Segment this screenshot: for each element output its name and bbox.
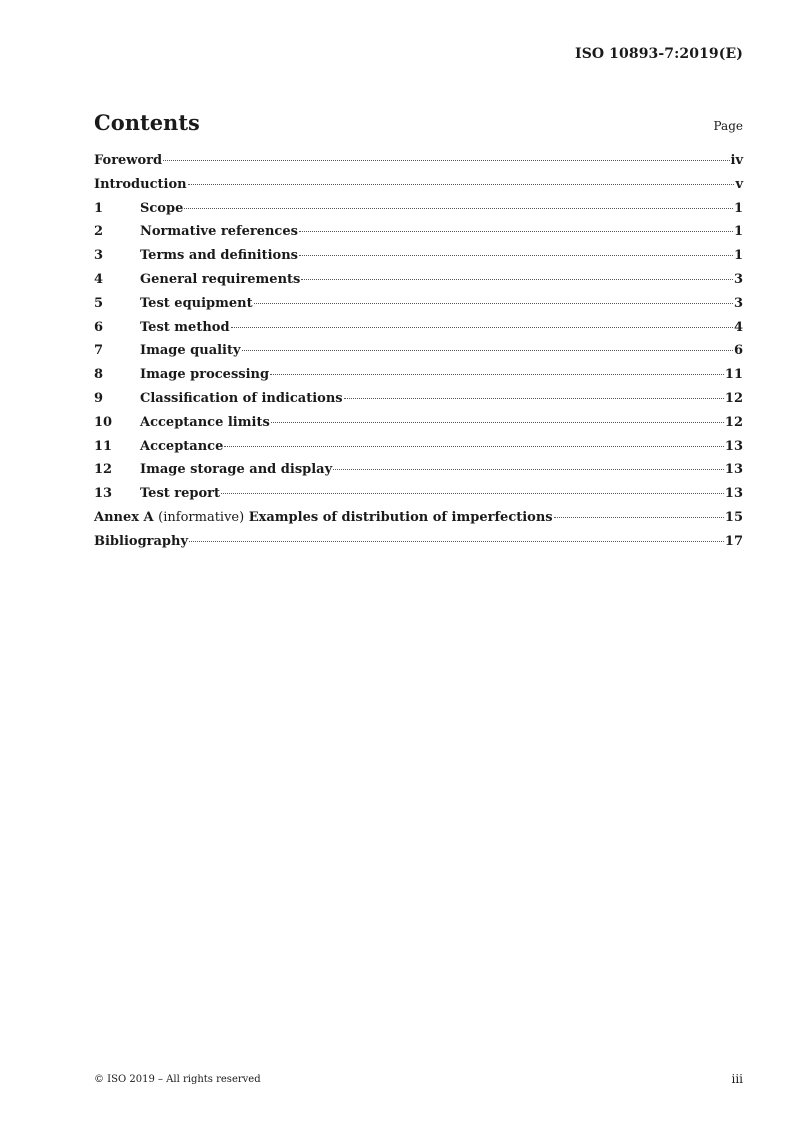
contents-title: Contents	[94, 110, 200, 135]
toc-entry-number: 9	[94, 390, 104, 406]
dot-leader	[270, 374, 724, 375]
toc-entry-number: 10	[94, 414, 113, 430]
toc-entry-6[interactable]	[94, 320, 743, 344]
dot-leader	[333, 469, 724, 470]
toc-entry-label	[94, 510, 553, 525]
dot-leader	[221, 493, 724, 494]
toc-entry-page: 13	[724, 438, 743, 454]
toc-entry-label: Acceptance limits	[140, 414, 270, 430]
page-column-label: Page	[713, 119, 743, 133]
toc-entry-8[interactable]	[94, 367, 743, 391]
toc-entry-12[interactable]	[94, 462, 743, 486]
toc-entry-number: 5	[94, 295, 104, 311]
page-number: iii	[731, 1072, 743, 1086]
dot-leader	[231, 327, 733, 328]
toc-entry-annex-a[interactable]	[94, 510, 743, 534]
annex-prefix: Annex A	[94, 509, 154, 525]
toc-entry-page: 13	[724, 462, 743, 478]
table-of-contents	[94, 153, 743, 558]
toc-entry-label: Scope	[140, 200, 184, 216]
annex-qualifier: (informative)	[158, 509, 245, 525]
document-id: ISO 10893-7:2019(E)	[575, 46, 743, 62]
toc-entry-label: Image processing	[140, 367, 270, 383]
dot-leader	[184, 208, 733, 209]
dot-leader	[344, 398, 724, 399]
toc-entry-page: 1	[733, 224, 743, 240]
toc-entry-introduction[interactable]	[94, 177, 743, 201]
dot-leader	[299, 231, 733, 232]
toc-entry-page: iv	[730, 153, 743, 168]
toc-entry-number: 4	[94, 271, 104, 287]
toc-entry-page: 4	[733, 319, 743, 335]
toc-entry-5[interactable]	[94, 296, 743, 320]
toc-entry-label: Terms and definitions	[140, 248, 298, 264]
toc-entry-number: 2	[94, 224, 104, 240]
toc-entry-page: 6	[733, 343, 743, 359]
contents-header	[94, 110, 743, 135]
dot-leader	[188, 184, 735, 185]
toc-entry-page: 15	[724, 509, 743, 525]
toc-entry-page: 11	[724, 367, 743, 383]
toc-entry-page: 17	[724, 533, 743, 549]
toc-entry-page: 12	[724, 390, 743, 406]
toc-entry-number: 7	[94, 343, 104, 359]
toc-entry-page: v	[735, 176, 743, 192]
toc-entry-label: Test method	[140, 319, 230, 335]
dot-leader	[301, 279, 733, 280]
toc-entry-13[interactable]	[94, 486, 743, 510]
copyright-notice: © ISO 2019 – All rights reserved	[94, 1074, 261, 1085]
toc-entry-label: Classification of indications	[140, 390, 343, 406]
toc-entry-number: 3	[94, 248, 104, 264]
toc-entry-label: Normative references	[140, 224, 298, 240]
toc-entry-page: 3	[733, 295, 743, 311]
dot-leader	[271, 422, 724, 423]
toc-entry-page: 1	[733, 200, 743, 216]
toc-entry-9[interactable]	[94, 391, 743, 415]
toc-entry-number: 1	[94, 200, 104, 216]
toc-entry-number: 11	[94, 438, 113, 454]
toc-entry-label: Bibliography	[94, 533, 189, 549]
dot-leader	[163, 160, 729, 161]
toc-entry-10[interactable]	[94, 415, 743, 439]
toc-entry-page: 3	[733, 271, 743, 287]
dot-leader	[554, 517, 724, 518]
toc-entry-3[interactable]	[94, 248, 743, 272]
toc-entry-label: Acceptance	[140, 438, 224, 454]
toc-entry-bibliography[interactable]	[94, 534, 743, 558]
dot-leader	[224, 446, 724, 447]
toc-entry-number: 13	[94, 486, 113, 502]
toc-entry-4[interactable]	[94, 272, 743, 296]
toc-entry-label: Foreword	[94, 153, 163, 168]
toc-entry-number: 8	[94, 367, 104, 383]
toc-entry-label: Image storage and display	[140, 462, 333, 478]
toc-entry-11[interactable]	[94, 439, 743, 463]
toc-entry-label: Image quality	[140, 343, 241, 359]
toc-entry-foreword[interactable]	[94, 153, 743, 177]
annex-title: Examples of distribution of imperfections	[248, 509, 553, 525]
toc-entry-label: Test equipment	[140, 295, 253, 311]
dot-leader	[299, 255, 733, 256]
dot-leader	[254, 303, 733, 304]
dot-leader	[189, 541, 724, 542]
toc-entry-label: Test report	[140, 486, 221, 502]
toc-entry-7[interactable]	[94, 343, 743, 367]
toc-entry-page: 1	[733, 248, 743, 264]
toc-entry-page: 13	[724, 486, 743, 502]
toc-entry-label: Introduction	[94, 176, 187, 192]
toc-entry-number: 12	[94, 462, 113, 478]
toc-entry-1[interactable]	[94, 201, 743, 225]
toc-entry-2[interactable]	[94, 224, 743, 248]
toc-entry-label: General requirements	[140, 271, 301, 287]
dot-leader	[242, 350, 733, 351]
toc-entry-page: 12	[724, 414, 743, 430]
toc-entry-number: 6	[94, 319, 104, 335]
